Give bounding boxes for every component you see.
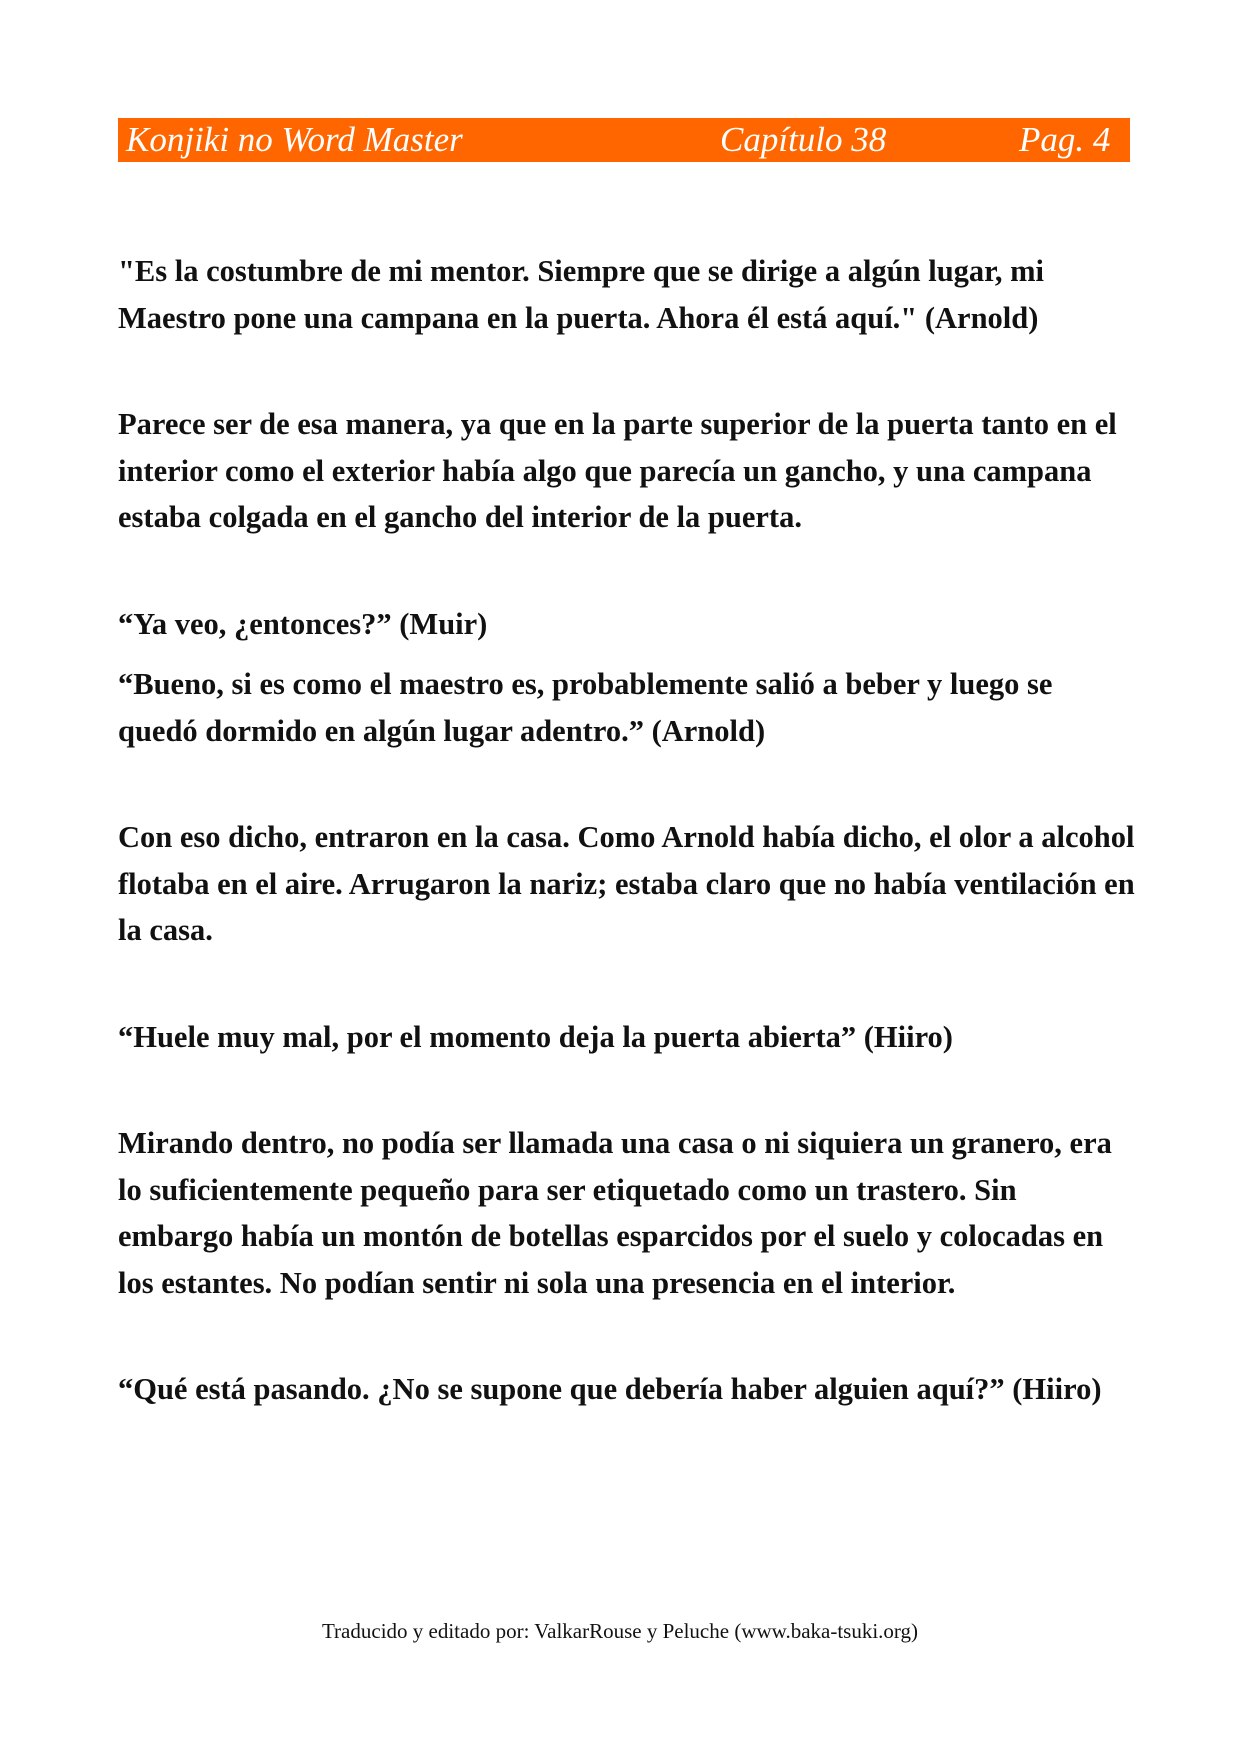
- paragraph: “Bueno, si es como el maestro es, probablemente salió a beber y luego se quedó dormido en algún lugar adentro.” (Arnold): [118, 667, 1053, 748]
- paragraph: "Es la costumbre de mi mentor. Siempre que se dirige a algún lugar, mi Maestro pone una campana en la puerta. Ahora él está aquí." (Arnold): [118, 254, 1045, 335]
- paragraph: Con eso dicho, entraron en la casa. Como Arnold había dicho, el olor a alcohol flotaba en el aire. Arrugaron la nariz; estaba claro que no había ventilación en la casa.: [118, 820, 1135, 947]
- paragraph: “Qué está pasando. ¿No se supone que debería haber alguien aquí?” (Hiiro): [118, 1372, 1102, 1406]
- header-page-number: Pag. 4: [1019, 120, 1111, 159]
- header-chapter: Capítulo 38: [720, 120, 887, 159]
- paragraph: Mirando dentro, no podía ser llamada una casa o ni siquiera un granero, era lo suficientemente pequeño para ser etiquetado como un trastero. Sin embargo había un montón de botellas esparcidos por el suelo y colocadas en los estantes. No podían sentir ni sola una presencia en el interior.: [118, 1126, 1112, 1300]
- paragraph: Parece ser de esa manera, ya que en la parte superior de la puerta tanto en el interior como el exterior había algo que parecía un gancho, y una campana estaba colgada en el gancho del interior de la puerta.: [118, 407, 1117, 534]
- page-header: [118, 118, 1130, 162]
- page-body: [118, 248, 1138, 1413]
- paragraph: “Huele muy mal, por el momento deja la puerta abierta” (Hiiro): [118, 1019, 953, 1054]
- paragraph: “Ya veo, ¿entonces?” (Muir): [118, 606, 488, 641]
- footer-credit: Traducido y editado por: ValkarRouse y Peluche (www.baka-tsuki.org): [321, 1619, 919, 1643]
- header-title: Konjiki no Word Master: [126, 120, 463, 159]
